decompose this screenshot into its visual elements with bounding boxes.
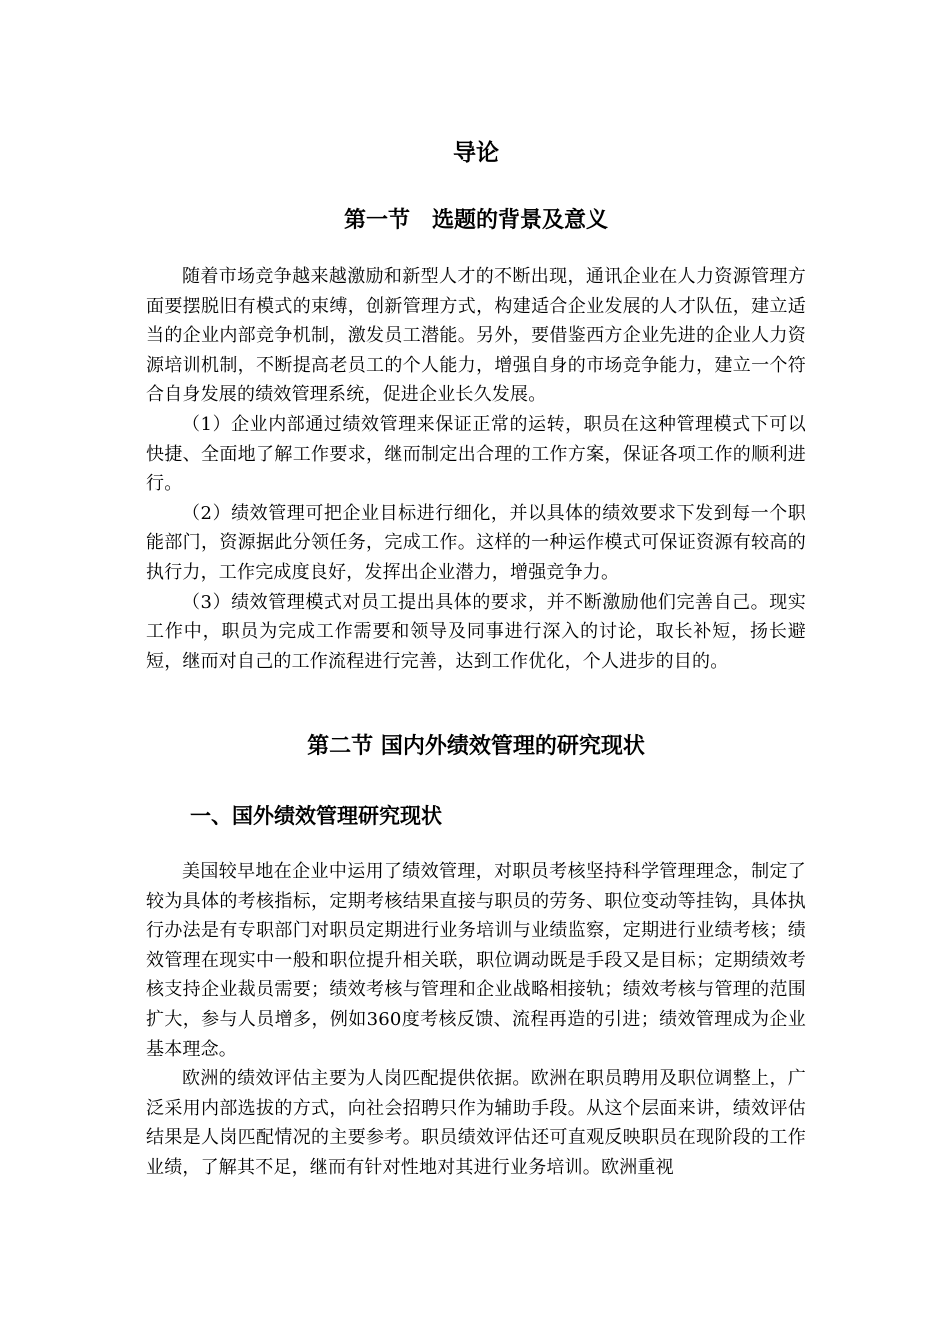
subsection-body	[146, 857, 806, 1183]
section-1-body	[146, 262, 806, 676]
subsection-heading: 一、国外绩效管理研究现状	[190, 804, 442, 828]
paragraph: （2）绩效管理可把企业目标进行细化，并以具体的绩效要求下发到每一个职能部门，资源据此分领任务，完成工作。这样的一种运作模式可保证资源有较高的执行力，工作完成度良好，发挥出企业潜力，增强竞争力。	[146, 502, 806, 583]
section-2-heading: 第二节 国内外绩效管理的研究现状	[307, 734, 645, 759]
document-title: 导论	[453, 140, 499, 166]
section-1-heading: 第一节 选题的背景及意义	[343, 208, 608, 233]
paragraph: 随着市场竞争越来越激励和新型人才的不断出现，通讯企业在人力资源管理方面要摆脱旧有模式的束缚，创新管理方式，构建适合企业发展的人才队伍，建立适当的企业内部竞争机制，激发员工潜能。另外，要借鉴西方企业先进的企业人力资源培训机制，不断提高老员工的个人能力，增强自身的市场竞争能力，建立一个符合自身发展的绩效管理系统，促进企业长久发展。	[146, 266, 806, 406]
paragraph: 美国较早地在企业中运用了绩效管理，对职员考核坚持科学管理理念，制定了较为具体的考核指标，定期考核结果直接与职员的劳务、职位变动等挂钩，具体执行办法是有专职部门对职员定期进行业务培训与业绩监察，定期进行业绩考核；绩效管理在现实中一般和职位提升相关联，职位调动既是手段又是目标；定期绩效考核支持企业裁员需要；绩效考核与管理和企业战略相接轨；绩效考核与管理的范围扩大，参与人员增多，例如360度考核反馈、流程再造的引进；绩效管理成为企业基本理念。	[146, 861, 806, 1060]
paragraph: （1）企业内部通过绩效管理来保证正常的运转，职员在这种管理模式下可以快捷、全面地了解工作要求，继而制定出合理的工作方案，保证各项工作的顺利进行。	[146, 413, 806, 495]
paragraph: （3）绩效管理模式对员工提出具体的要求，并不断激励他们完善自己。现实工作中，职员为完成工作需要和领导及同事进行深入的讨论，取长补短，扬长避短，继而对自己的工作流程进行完善，达到工作优化，个人进步的目的。	[146, 591, 806, 672]
paragraph: 欧洲的绩效评估主要为人岗匹配提供依据。欧洲在职员聘用及职位调整上，广泛采用内部选拔的方式，向社会招聘只作为辅助手段。从这个层面来讲，绩效评估结果是人岗匹配情况的主要参考。职员绩效评估还可直观反映职员在现阶段的工作业绩，了解其不足，继而有针对性地对其进行业务培训。欧洲重视	[146, 1068, 806, 1178]
